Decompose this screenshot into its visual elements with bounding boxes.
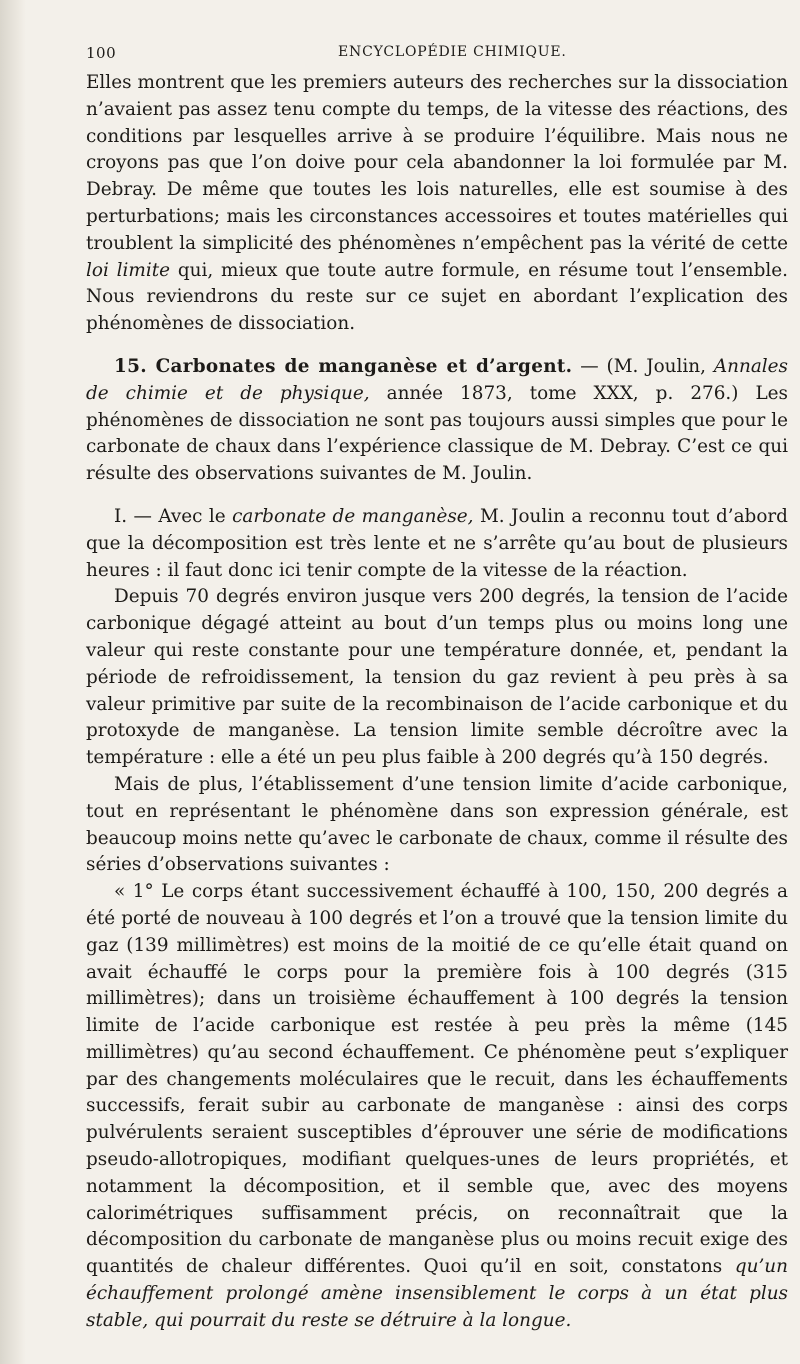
paragraph-manganese-text: M. Joulin a reconnu tout d’abord que la décomposition est très lente et ne s’arrête qu’au bout de plusieurs heures : il faut donc ici tenir compte de la vitesse de la réaction.	[86, 505, 788, 581]
page-number: 100	[86, 44, 117, 62]
section-15-journal: Annales de chimie et de physique,	[86, 355, 788, 404]
paragraph-manganese	[86, 504, 788, 584]
section-15-text: année 1873, tome XXX, p. 276.) Les phénomènes de dissociation ne sont pas toujours aussi simples que pour le carbonate de chaux dans l’expérience classique de M. Debray. C’est ce qui résulte des observations suivantes de M. Joulin.	[86, 382, 788, 485]
paragraph-1-text: Elles montrent que les premiers auteurs des recherches sur la dissociation n’avaient pas assez tenu compte du temps, de la vitesse des réactions, des conditions par lesquelles arrive à se produire l’équilibre. Mais nous ne croyons pas que l’on doive pour cela abandonner la loi formulée par M. Debray. De même que toutes les lois naturelles, elle est soumise à des perturbations; mais les circonstances accessoires et toutes matérielles qui troublent la simplicité des phénomènes n’empêchent pas la vérité de cette	[86, 72, 788, 254]
paragraph-tension-text: Depuis 70 degrés environ jusque vers 200 degrés, la tension de l’acide carbonique dégagé atteint au bout d’un temps plus ou moins long une valeur qui reste constante pour une température donnée, et, pendant la période de refroidissement, la tension du gaz revient à peu près à sa valeur primitive par suite de la recombinaison de l’acide carbonique et du protoxyde de manganèse. La tension limite semble décroître avec la température : elle a été un peu plus faible à 200 degrés qu’à 150 degrés.	[86, 586, 788, 769]
page-header	[86, 40, 788, 70]
section-15-paragraph	[86, 354, 788, 488]
paragraph-observation-1	[86, 879, 788, 1335]
paragraph-1-end: qui, mieux que toute autre formule, en résume tout l’ensemble. Nous reviendrons du reste sur ce sujet en abordant l’explication des phénomènes de dissociation.	[86, 259, 788, 335]
section-15-citation-start: — (M. Joulin,	[580, 355, 706, 377]
paragraph-observation-1-emphasis: qu’un échauffement prolongé amène insensiblement le corps à un état plus stable, qui pourrait du reste se détruire à la longue.	[86, 1256, 788, 1331]
paragraph-manganese-start: I. — Avec le	[114, 505, 226, 527]
paragraph-observation-1-text: « 1° Le corps étant successivement échauffé à 100, 150, 200 degrés a été porté de nouveau à 100 degrés et l’on a trouvé que la tension limite du gaz (139 millimètres) est moins de la moitié de ce qu’elle était quand on avait échauffé le corps pour la première fois à 100 degrés (315 millimètres); dans un troisième échauffement à 100 degrés la tension limite de l’acide carbonique est restée à peu près la même (145 millimètres) qu’au second échauffement. Ce phénomène peut s’expliquer par des changements moléculaires que le recuit, dans les échauffements successifs, ferait subir au carbonate de manganèse : ainsi des corps pulvérulents seraient susceptibles d’éprouver une série de modifications pseudo-allotropiques, modifiant quelques-unes de leurs propriétés, et notamment la décomposition, et il semble que, avec des moyens calorimétriques suffisamment précis, on reconnaîtrait que la décomposition du carbonate de manganèse plus ou moins recuit exige des quantités de chaleur différentes. Quoi qu’il en soit, constatons	[86, 881, 788, 1278]
paragraph-limit	[86, 772, 788, 879]
paragraph-tension	[86, 584, 788, 772]
body-text	[86, 70, 788, 1335]
page	[86, 40, 788, 1335]
paragraph-1-emphasis: loi limite	[86, 259, 171, 281]
paragraph-limit-text: Mais de plus, l’établissement d’une tension limite d’acide carbonique, tout en représentant le phénomène dans son expression générale, est beaucoup moins nette qu’avec le carbonate de chaux, comme il résulte des séries d’observations suivantes :	[86, 773, 788, 876]
paragraph-manganese-emphasis: carbonate de manganèse,	[232, 505, 474, 527]
running-title: ENCYCLOPÉDIE CHIMIQUE.	[338, 44, 567, 60]
page-binding-shadow	[0, 0, 26, 1364]
paragraph-1	[86, 70, 788, 338]
section-15-heading: 15. Carbonates de manganèse et d’argent.	[114, 355, 573, 377]
